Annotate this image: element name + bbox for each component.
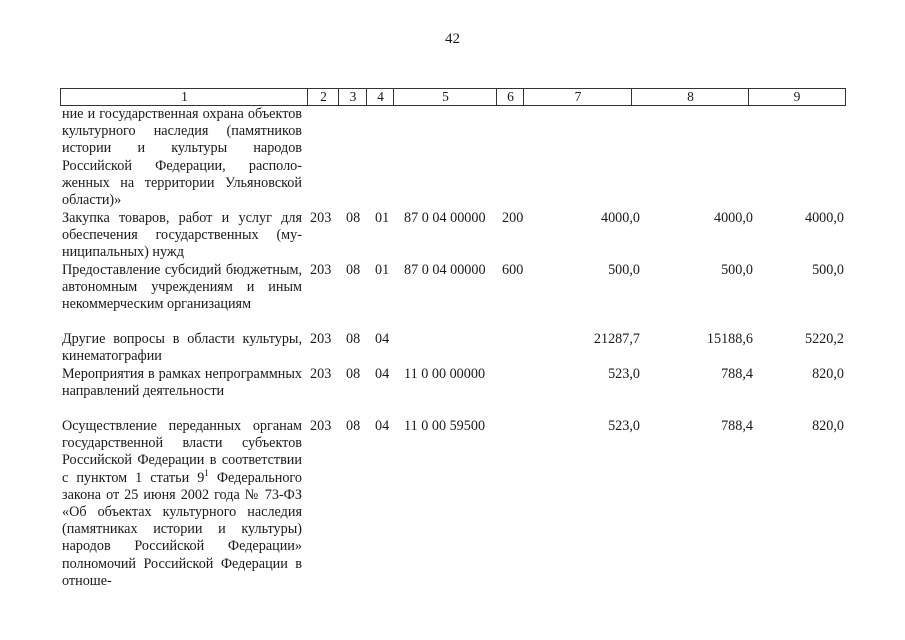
row-description	[62, 418, 302, 590]
row-description: Другие вопросы в области культуры, кинематографии	[62, 331, 302, 365]
row-col-3: 08	[346, 331, 361, 347]
row-col-5: 11 0 00 59500	[404, 418, 486, 434]
footnote-superscript: 1	[204, 467, 209, 478]
row-col-5: 87 0 04 00000	[404, 262, 486, 278]
row-col-7: 523,0	[608, 418, 640, 434]
row-col-6: 200	[502, 210, 524, 226]
row-description: Мероприятия в рамках непрограммных направлений деятельности	[62, 366, 302, 400]
header-col-5: 5	[393, 88, 497, 106]
header-col-6: 6	[496, 88, 524, 106]
row-col-7: 500,0	[608, 262, 640, 278]
header-col-3: 3	[338, 88, 367, 106]
page-number: 42	[445, 31, 460, 47]
row-col-3: 08	[346, 210, 361, 226]
row-col-4: 01	[375, 262, 390, 278]
row-description: ние и государственная охрана объектов культурного наследия (памятников истории и культуры народов Российской Федерации, расположенных на территории Ульяновской области)»	[62, 106, 302, 209]
row-col-6: 600	[502, 262, 524, 278]
row-col-9: 820,0	[812, 418, 844, 434]
header-col-8: 8	[631, 88, 749, 106]
row-col-4: 04	[375, 418, 390, 434]
row-col-8: 788,4	[721, 418, 753, 434]
row-col-7: 523,0	[608, 366, 640, 382]
row-description-text-cont: Федерального закона от 25 июня 2002 года № 73-ФЗ «Об объектах культурного наследия (памятниках истории и культуры) народов Российской Федерации» полномочий Российской Федерации в отноше-	[62, 469, 302, 589]
header-col-4: 4	[366, 88, 394, 106]
row-col-3: 08	[346, 262, 361, 278]
row-col-8: 4000,0	[713, 210, 753, 226]
row-col-9: 4000,0	[804, 210, 844, 226]
row-col-2: 203	[310, 366, 332, 382]
row-col-3: 08	[346, 366, 361, 382]
row-description-text: Осуществление переданных органам государственной власти субъектов Российской Федерации в соответствии с пунктом 1 статьи 9	[62, 418, 302, 486]
row-col-4: 04	[375, 366, 390, 382]
header-col-9: 9	[748, 88, 846, 106]
row-col-2: 203	[310, 418, 332, 434]
header-col-1: 1	[60, 88, 308, 106]
row-col-2: 203	[310, 331, 332, 347]
row-col-9: 820,0	[812, 366, 844, 382]
row-col-9: 5220,2	[804, 331, 844, 347]
row-col-9: 500,0	[812, 262, 844, 278]
row-col-8: 15188,6	[706, 331, 753, 347]
row-description: Предоставление субсидий бюджетным, автономным учреждениям и иным некоммерческим организациям	[62, 262, 302, 313]
row-col-7: 4000,0	[600, 210, 640, 226]
row-col-8: 500,0	[721, 262, 753, 278]
row-col-7: 21287,7	[593, 331, 640, 347]
row-description: Закупка товаров, работ и услуг для обеспечения государственных (муниципальных) нужд	[62, 210, 302, 261]
row-col-2: 203	[310, 210, 332, 226]
row-col-2: 203	[310, 262, 332, 278]
header-col-2: 2	[307, 88, 339, 106]
row-col-4: 01	[375, 210, 390, 226]
row-col-3: 08	[346, 418, 361, 434]
row-col-5: 87 0 04 00000	[404, 210, 486, 226]
row-col-5: 11 0 00 00000	[404, 366, 486, 382]
row-col-8: 788,4	[721, 366, 753, 382]
header-col-7: 7	[523, 88, 632, 106]
row-col-4: 04	[375, 331, 390, 347]
